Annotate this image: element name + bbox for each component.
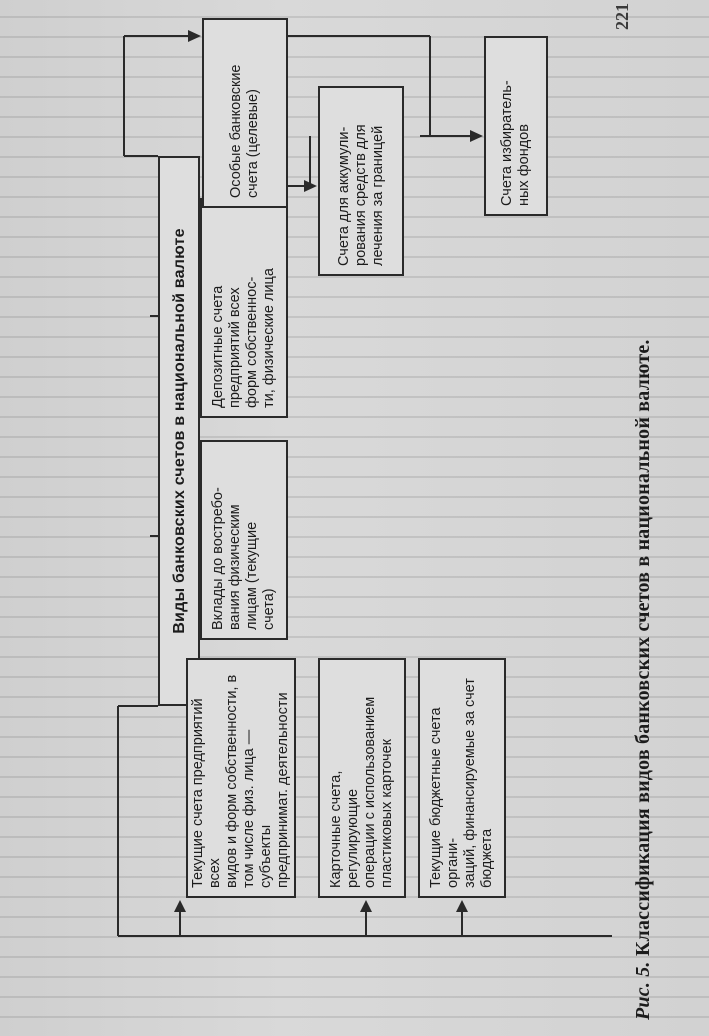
current-line-1: Текущие счета предприятий всех <box>190 698 223 888</box>
arrow-special <box>188 30 201 42</box>
box-demand-deposits <box>200 440 288 640</box>
deposit-line-2: предприятий всех <box>227 287 243 408</box>
card-line-1: Карточные счета, регулирующие <box>328 770 361 888</box>
demand-line-1: Вклады до востребо- <box>210 487 226 630</box>
demand-line-2: вания физическим <box>227 504 243 630</box>
deposit-line-1: Депозитные счета <box>210 285 226 408</box>
box-card-accounts <box>318 658 406 898</box>
budget-line-2: заций, финансируемые за счет <box>462 678 478 888</box>
current-line-4: предпринимат. деятельности <box>275 692 291 888</box>
demand-line-4: счета) <box>261 588 277 630</box>
savings-line-2: ных фондов <box>516 124 532 206</box>
arrow-card <box>360 900 372 912</box>
caption-label: Рис. 5. <box>632 961 654 1020</box>
treatment-line-1: Счета для аккумули- <box>335 126 352 266</box>
root-label: Виды банковских счетов в национальной валюте <box>170 228 188 634</box>
demand-line-3: лицам (текущие <box>244 521 260 630</box>
box-special-accounts <box>202 18 288 208</box>
current-line-3: том числе физ. лица — субъекты <box>241 729 274 888</box>
box-savings-funds <box>484 36 548 216</box>
budget-line-1: Текущие бюджетные счета органи- <box>428 707 461 888</box>
treatment-line-3: лечения за границей <box>369 125 386 266</box>
savings-line-1: Счета избиратель- <box>499 80 515 206</box>
card-line-2: операции с использованием <box>362 696 378 888</box>
caption-text: Классификация видов банковских счетов в национальной валюте. <box>632 339 654 962</box>
treatment-line-2: рования средств для <box>352 124 369 266</box>
deposit-line-3: форм собственнос- <box>244 276 260 408</box>
arrow-savings <box>470 130 483 142</box>
root-box <box>158 156 200 706</box>
box-budget-accounts <box>418 658 506 898</box>
figure-caption <box>632 20 655 1020</box>
special-line-2: счета (целевые) <box>245 89 261 198</box>
page-number: 221 <box>612 3 632 30</box>
special-line-1: Особые банковские <box>228 64 244 198</box>
arrow-current <box>174 900 186 912</box>
budget-line-3: бюджета <box>479 828 495 888</box>
card-line-3: пластиковых карточек <box>379 738 395 888</box>
box-deposit-accounts <box>200 198 288 418</box>
box-current-enterprise <box>186 658 296 898</box>
box-treatment-abroad <box>318 86 404 276</box>
deposit-line-4: ти, физические лица <box>261 268 277 408</box>
current-line-2: видов и форм собственности, в <box>224 674 240 888</box>
arrow-budget <box>456 900 468 912</box>
